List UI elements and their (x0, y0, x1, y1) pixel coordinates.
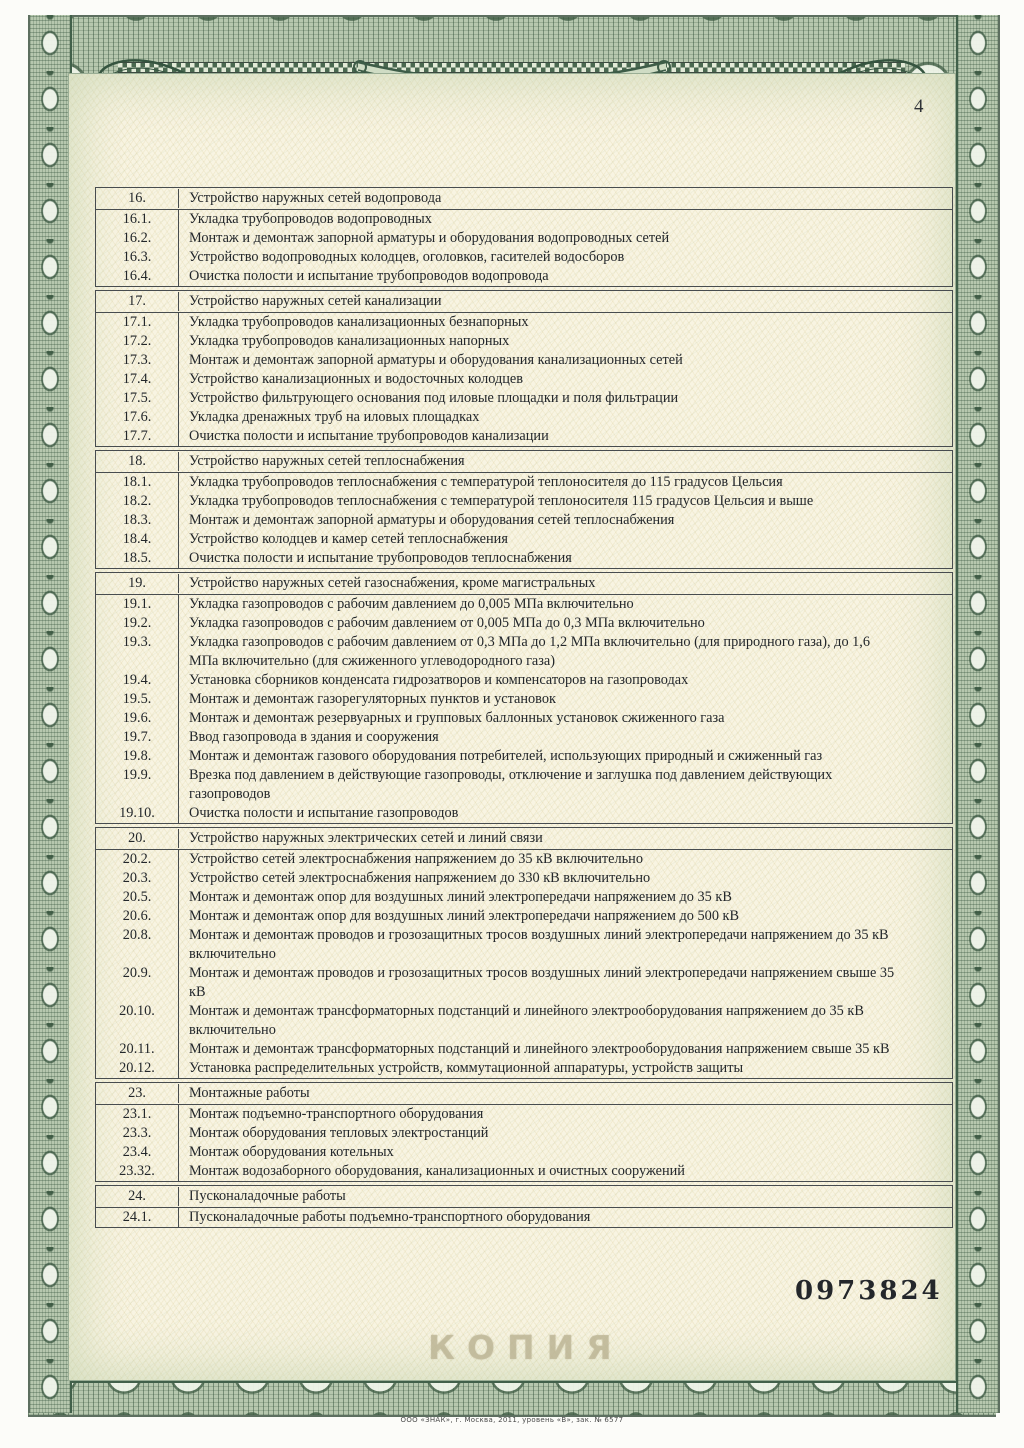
item-number: 24.1. (96, 1208, 179, 1227)
item-number: 19.1. (96, 595, 179, 614)
item-number: 16.4. (96, 267, 179, 286)
table-row (96, 351, 952, 370)
item-text: Очистка полости и испытание газопроводов (189, 805, 459, 821)
table-row (96, 267, 952, 286)
item-text: Монтаж и демонтаж газового оборудования потребителей, использующих природный и сжиженный газ (189, 748, 823, 764)
item-text: Укладка трубопроводов канализационных напорных (189, 333, 510, 349)
table-row (96, 473, 952, 492)
item-number: 20.9. (96, 964, 179, 1002)
item-text: Монтаж подъемно-транспортного оборудования (189, 1106, 484, 1122)
item-number: 20.5. (96, 888, 179, 907)
section-header-row (96, 573, 952, 595)
section-number: 24. (96, 1187, 179, 1206)
table-row (96, 614, 952, 633)
item-number: 19.6. (96, 709, 179, 728)
item-number: 19.3. (96, 633, 179, 671)
item-text: Монтаж и демонтаж проводов и грозозащитных тросов воздушных линий электропередачи напряжением до 35 кВ включительно (189, 927, 889, 962)
table-row (96, 248, 952, 267)
item-text: Монтаж оборудования тепловых электростанций (189, 1125, 489, 1141)
section-title: Устройство наружных сетей газоснабжения, кроме магистральных (189, 575, 596, 591)
section-number: 23. (96, 1084, 179, 1103)
item-number: 19.8. (96, 747, 179, 766)
table-row (96, 766, 952, 804)
page-number: 4 (914, 96, 924, 117)
table-row (96, 1124, 952, 1143)
item-text: Установка сборников конденсата гидрозатворов и компенсаторов на газопроводах (189, 672, 689, 688)
table-row (96, 313, 952, 332)
item-text: Очистка полости и испытание трубопроводов теплоснабжения (189, 550, 572, 566)
item-number: 19.2. (96, 614, 179, 633)
item-number: 20.11. (96, 1040, 179, 1059)
item-number: 18.4. (96, 530, 179, 549)
item-text: Устройство фильтрующего основания под иловые площадки и поля фильтрации (189, 390, 679, 406)
item-number: 17.5. (96, 389, 179, 408)
item-number: 17.1. (96, 313, 179, 332)
item-number: 17.3. (96, 351, 179, 370)
table-section (95, 1185, 953, 1228)
table-row (96, 1208, 952, 1227)
item-text: Монтаж и демонтаж газорегуляторных пунктов и установок (189, 691, 556, 707)
section-header-row (96, 1083, 952, 1105)
item-text: Монтаж и демонтаж проводов и грозозащитных тросов воздушных линий электропередачи напряжением свыше 35 кВ (189, 965, 895, 1000)
item-number: 20.3. (96, 869, 179, 888)
item-number: 19.9. (96, 766, 179, 804)
item-text: Монтаж и демонтаж резервуарных и групповых баллонных установок сжиженного газа (189, 710, 725, 726)
table-section (95, 290, 953, 447)
table-section (95, 187, 953, 287)
table-row (96, 690, 952, 709)
table-row (96, 549, 952, 568)
item-text: Пусконаладочные работы подъемно-транспортного оборудования (189, 1209, 591, 1225)
copy-watermark: КОПИЯ (428, 1328, 624, 1367)
item-number: 17.6. (96, 408, 179, 427)
table-section (95, 1082, 953, 1182)
item-number: 18.3. (96, 511, 179, 530)
item-text: Ввод газопровода в здания и сооружения (189, 729, 439, 745)
item-text: Очистка полости и испытание трубопроводов канализации (189, 428, 549, 444)
table-row (96, 869, 952, 888)
table-row (96, 850, 952, 869)
section-number: 20. (96, 829, 179, 848)
item-number: 17.2. (96, 332, 179, 351)
item-number: 17.4. (96, 370, 179, 389)
section-title: Монтажные работы (189, 1085, 310, 1101)
table-row (96, 210, 952, 229)
item-number: 18.1. (96, 473, 179, 492)
section-number: 19. (96, 574, 179, 593)
item-text: Укладка газопроводов с рабочим давлением от 0,3 МПа до 1,2 МПа включительно (для природного газа), до 1,6 МПа включительно (для сжиженного углеводородного газа) (189, 634, 871, 669)
item-text: Очистка полости и испытание трубопроводов водопровода (189, 268, 549, 284)
section-title: Устройство наружных электрических сетей и линий связи (189, 830, 543, 846)
item-number: 20.12. (96, 1059, 179, 1078)
table-section (95, 450, 953, 569)
item-text: Укладка трубопроводов канализационных безнапорных (189, 314, 529, 330)
section-title: Пусконаладочные работы (189, 1188, 346, 1204)
table-row (96, 728, 952, 747)
item-text: Монтаж и демонтаж опор для воздушных линий электропередачи напряжением до 500 кВ (189, 908, 740, 924)
item-text: Устройство водопроводных колодцев, оголовков, гасителей водосборов (189, 249, 625, 265)
section-title: Устройство наружных сетей водопровода (189, 190, 442, 206)
works-table (95, 187, 953, 1228)
item-text: Монтаж и демонтаж запорной арматуры и оборудования водопроводных сетей (189, 230, 670, 246)
section-header-row (96, 1186, 952, 1208)
table-row (96, 408, 952, 427)
table-row (96, 888, 952, 907)
table-row (96, 1143, 952, 1162)
table-row (96, 1040, 952, 1059)
item-text: Врезка под давлением в действующие газопроводы, отключение и заглушка под давлением действующих газопроводов (189, 767, 833, 802)
table-section (95, 572, 953, 824)
item-text: Монтаж и демонтаж опор для воздушных линий электропередачи напряжением до 35 кВ (189, 889, 732, 905)
item-text: Устройство сетей электроснабжения напряжением до 330 кВ включительно (189, 870, 651, 886)
table-row (96, 530, 952, 549)
section-header-row (96, 188, 952, 210)
item-number: 23.32. (96, 1162, 179, 1181)
item-text: Устройство канализационных и водосточных колодцев (189, 371, 523, 387)
printer-imprint: ООО «ЗНАК», г. Москва, 2011, уровень «В», зак. № 6577 (400, 1416, 624, 1424)
item-text: Укладка трубопроводов водопроводных (189, 211, 432, 227)
table-row (96, 370, 952, 389)
item-number: 19.5. (96, 690, 179, 709)
section-title: Устройство наружных сетей теплоснабжения (189, 453, 465, 469)
serial-number: 0973824 (795, 1276, 943, 1306)
section-header-row (96, 291, 952, 313)
item-text: Монтаж водозаборного оборудования, канализационных и очистных сооружений (189, 1163, 685, 1179)
item-text: Монтаж и демонтаж запорной арматуры и оборудования сетей теплоснабжения (189, 512, 675, 528)
table-section (95, 827, 953, 1079)
table-row (96, 332, 952, 351)
item-number: 19.7. (96, 728, 179, 747)
item-text: Укладка трубопроводов теплоснабжения с температурой теплоносителя 115 градусов Цельсия и выше (189, 493, 814, 509)
table-row (96, 1059, 952, 1078)
table-row (96, 709, 952, 728)
item-text: Устройство колодцев и камер сетей теплоснабжения (189, 531, 508, 547)
guilloche-border-right (956, 15, 1000, 1413)
item-text: Укладка трубопроводов теплоснабжения с температурой теплоносителя до 115 градусов Цельсия (189, 474, 783, 490)
guilloche-border-left (28, 15, 72, 1413)
section-number: 16. (96, 189, 179, 208)
item-number: 20.2. (96, 850, 179, 869)
table-row (96, 633, 952, 671)
table-row (96, 907, 952, 926)
item-text: Монтаж и демонтаж трансформаторных подстанций и линейного электрооборудования напряжением свыше 35 кВ (189, 1041, 890, 1057)
table-row (96, 964, 952, 1002)
table-row (96, 926, 952, 964)
item-text: Монтаж и демонтаж запорной арматуры и оборудования канализационных сетей (189, 352, 683, 368)
item-text: Установка распределительных устройств, коммутационной аппаратуры, устройств защиты (189, 1060, 744, 1076)
item-text: Укладка дренажных труб на иловых площадках (189, 409, 480, 425)
item-number: 20.6. (96, 907, 179, 926)
section-header-row (96, 451, 952, 473)
section-number: 18. (96, 452, 179, 471)
table-row (96, 511, 952, 530)
section-number: 17. (96, 292, 179, 311)
item-number: 23.3. (96, 1124, 179, 1143)
item-number: 23.1. (96, 1105, 179, 1124)
item-number: 19.10. (96, 804, 179, 823)
item-text: Монтаж оборудования котельных (189, 1144, 394, 1160)
table-row (96, 389, 952, 408)
section-title: Устройство наружных сетей канализации (189, 293, 442, 309)
guilloche-border-bottom (28, 1381, 996, 1417)
table-row (96, 427, 952, 446)
table-row (96, 1105, 952, 1124)
item-number: 19.4. (96, 671, 179, 690)
table-row (96, 1162, 952, 1181)
item-text: Устройство сетей электроснабжения напряжением до 35 кВ включительно (189, 851, 643, 867)
table-row (96, 671, 952, 690)
item-number: 17.7. (96, 427, 179, 446)
table-row (96, 1002, 952, 1040)
table-row (96, 492, 952, 511)
table-row (96, 747, 952, 766)
item-number: 18.2. (96, 492, 179, 511)
item-text: Монтаж и демонтаж трансформаторных подстанций и линейного электрооборудования напряжением до 35 кВ включительно (189, 1003, 864, 1038)
table-row (96, 229, 952, 248)
item-text: Укладка газопроводов с рабочим давлением до 0,005 МПа включительно (189, 596, 634, 612)
item-number: 20.8. (96, 926, 179, 964)
item-number: 18.5. (96, 549, 179, 568)
item-text: Укладка газопроводов с рабочим давлением от 0,005 МПа до 0,3 МПа включительно (189, 615, 705, 631)
table-row (96, 595, 952, 614)
item-number: 20.10. (96, 1002, 179, 1040)
item-number: 16.2. (96, 229, 179, 248)
section-header-row (96, 828, 952, 850)
table-row (96, 804, 952, 823)
item-number: 16.3. (96, 248, 179, 267)
item-number: 16.1. (96, 210, 179, 229)
item-number: 23.4. (96, 1143, 179, 1162)
